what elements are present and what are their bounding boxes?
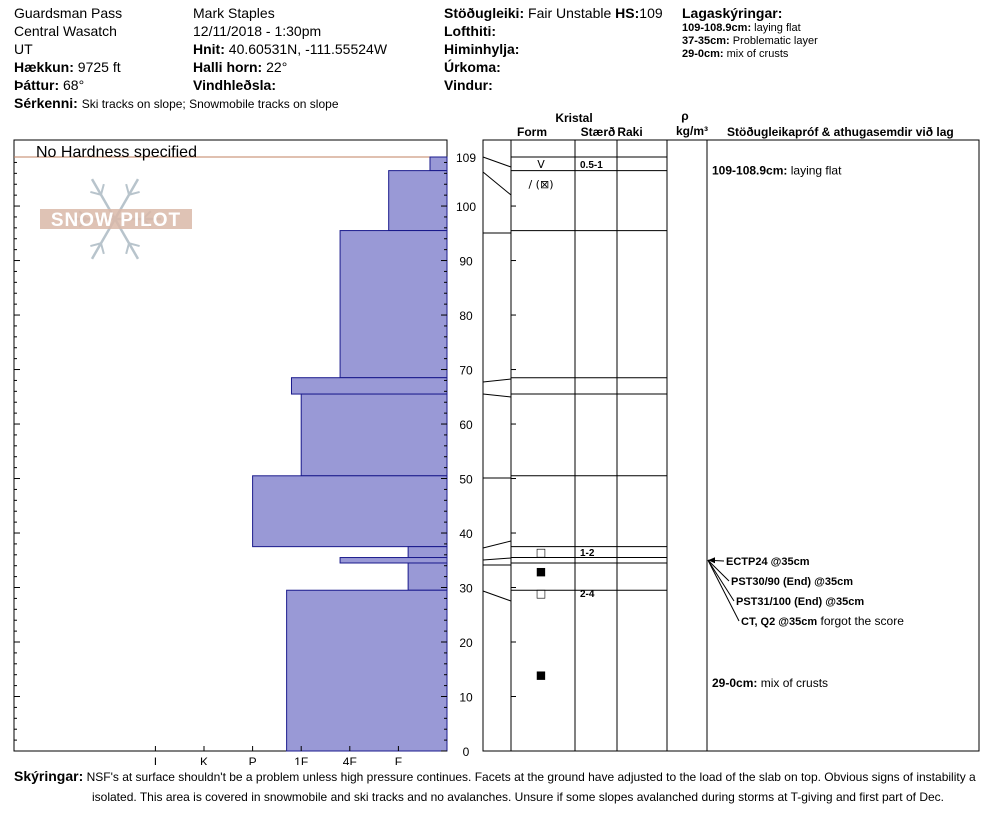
layer-note: 109-108.9cm: laying flat bbox=[682, 22, 801, 34]
layer-comment bbox=[712, 164, 842, 178]
state: UT bbox=[14, 41, 33, 57]
slope: Halli horn: 22° bbox=[193, 59, 288, 75]
hardness-bar bbox=[408, 563, 447, 590]
crystal-form: ■ bbox=[535, 668, 547, 682]
chart-title: No Hardness specified bbox=[36, 144, 197, 161]
hardness-tick-label: F bbox=[394, 755, 403, 765]
header-size: Stærð bbox=[580, 125, 616, 139]
stability-test-code: PST30/90 (End) @35cm bbox=[731, 576, 853, 588]
crystal-table bbox=[483, 109, 979, 751]
hardness-bar bbox=[430, 157, 447, 171]
sky-cover: Himinhylja: bbox=[444, 41, 520, 57]
wind: Vindur: bbox=[444, 77, 493, 93]
layer-connector bbox=[483, 558, 511, 560]
layer-comment bbox=[712, 676, 828, 690]
hardness-bar bbox=[301, 394, 447, 476]
depth-tick-label: 20 bbox=[459, 636, 473, 651]
depth-tick-label: 80 bbox=[459, 309, 473, 324]
stability-test bbox=[726, 556, 810, 568]
depth-tick-label: 50 bbox=[459, 472, 473, 487]
range: Central Wasatch bbox=[14, 23, 117, 39]
comments-line-2: isolated. This area is covered in snowmobile and ski tracks and no avalanches. Unsure if some slopes avalanched during storms at T-giving and first part of Dec. bbox=[92, 790, 944, 804]
header-form: Form bbox=[517, 125, 547, 139]
depth-tick-label: 30 bbox=[459, 581, 473, 596]
datetime: 12/11/2018 - 1:30pm bbox=[193, 23, 322, 39]
layer-comment-text: laying flat bbox=[787, 163, 842, 178]
crystal-form: / (⊠) bbox=[528, 178, 554, 192]
crystal-size: 0.5-1 bbox=[580, 160, 603, 172]
hardness-tick-label: 1F bbox=[294, 755, 309, 765]
depth-top-label: 109 bbox=[455, 151, 477, 165]
layer-comment-text: mix of crusts bbox=[757, 675, 829, 690]
header-density-symbol: ρ bbox=[681, 109, 689, 123]
stability-test bbox=[741, 614, 904, 628]
crystal-form: ■ bbox=[535, 565, 547, 579]
crystal-size: 2-4 bbox=[580, 588, 595, 600]
observer: Mark Staples bbox=[193, 5, 275, 21]
layer-connector bbox=[483, 172, 511, 195]
stability-test-code: ECTP24 @35cm bbox=[726, 556, 810, 568]
comments bbox=[14, 766, 994, 807]
depth-tick-label: 70 bbox=[459, 363, 473, 378]
crystal-form: □ bbox=[535, 586, 547, 600]
layer-note: 37-35cm: Problematic layer bbox=[682, 35, 818, 47]
hardness-tick-label: I bbox=[153, 755, 158, 765]
hardness-bar bbox=[291, 378, 447, 394]
header-crystal: Kristal bbox=[555, 111, 593, 125]
air-temp: Lofthiti: bbox=[444, 23, 497, 39]
hardness-bar bbox=[340, 231, 447, 378]
test-arrow bbox=[708, 560, 739, 621]
hardness-tick-label: P bbox=[248, 755, 257, 765]
crystal-size: 1-2 bbox=[580, 548, 595, 560]
hardness-bar bbox=[287, 590, 447, 751]
depth-tick-label: 60 bbox=[459, 418, 473, 433]
wind-loading: Vindhleðsla: bbox=[193, 77, 276, 93]
layer-connector bbox=[483, 541, 511, 548]
coords: Hnit: 40.60531N, -111.55524W bbox=[193, 41, 388, 57]
features: Sérkenni: Ski tracks on slope; Snowmobile tracks on slope bbox=[14, 95, 339, 111]
stability-test-note: forgot the score bbox=[817, 614, 904, 628]
logo-text: SNOW PILOT bbox=[50, 210, 182, 231]
header-density-unit: kg/m³ bbox=[675, 124, 709, 138]
hardness-bar bbox=[408, 547, 447, 558]
depth-tick-label: 90 bbox=[459, 254, 473, 269]
header-tests: Stöðugleikapróf & athugasemdir við lag bbox=[727, 125, 954, 139]
layer-note: 29-0cm: mix of crusts bbox=[682, 48, 789, 60]
precipitation: Úrkoma: bbox=[444, 59, 501, 75]
stability: Stöðugleiki: Fair Unstable HS:109 bbox=[444, 5, 663, 21]
hardness-bar bbox=[253, 476, 447, 547]
stability-test bbox=[731, 576, 853, 588]
layer-notes-title: Lagaskýringar: bbox=[682, 5, 783, 21]
layer-connector bbox=[483, 379, 511, 382]
hardness-tick-label: K bbox=[199, 755, 209, 765]
depth-tick-label: 10 bbox=[459, 690, 473, 705]
stability-test-code: CT, Q2 @35cm bbox=[741, 616, 818, 628]
location: Guardsman Pass bbox=[14, 5, 123, 21]
stability-test bbox=[736, 596, 864, 608]
layer-connector bbox=[483, 157, 511, 167]
comments-line-1: Skýringar: NSF's at surface shouldn't be a problem unless high pressure continues. Facets at the ground have adjusted to the load of the slab on top. Obvious signs of instability a bbox=[14, 768, 976, 784]
layer-connector bbox=[483, 591, 511, 601]
hardness-bar bbox=[389, 171, 447, 231]
crystal-form: V bbox=[537, 158, 545, 172]
depth-tick-label: 0 bbox=[462, 745, 470, 759]
hardness-bar bbox=[340, 558, 447, 563]
depth-tick-label: 100 bbox=[455, 200, 477, 215]
header-moisture: Raki bbox=[617, 125, 643, 139]
table-border bbox=[483, 140, 979, 751]
elevation: Hækkun: 9725 ft bbox=[14, 59, 121, 75]
layer-connector bbox=[483, 394, 511, 397]
hardness-tick-label: 4F bbox=[342, 755, 357, 765]
depth-tick-label: 40 bbox=[459, 527, 473, 542]
layer-comment-range: 109-108.9cm: bbox=[712, 163, 788, 178]
stability-test-code: PST31/100 (End) @35cm bbox=[736, 596, 865, 608]
aspect: Þáttur: 68° bbox=[14, 77, 85, 93]
crystal-form: □ bbox=[535, 546, 547, 560]
layer-comment-range: 29-0cm: bbox=[712, 675, 758, 690]
